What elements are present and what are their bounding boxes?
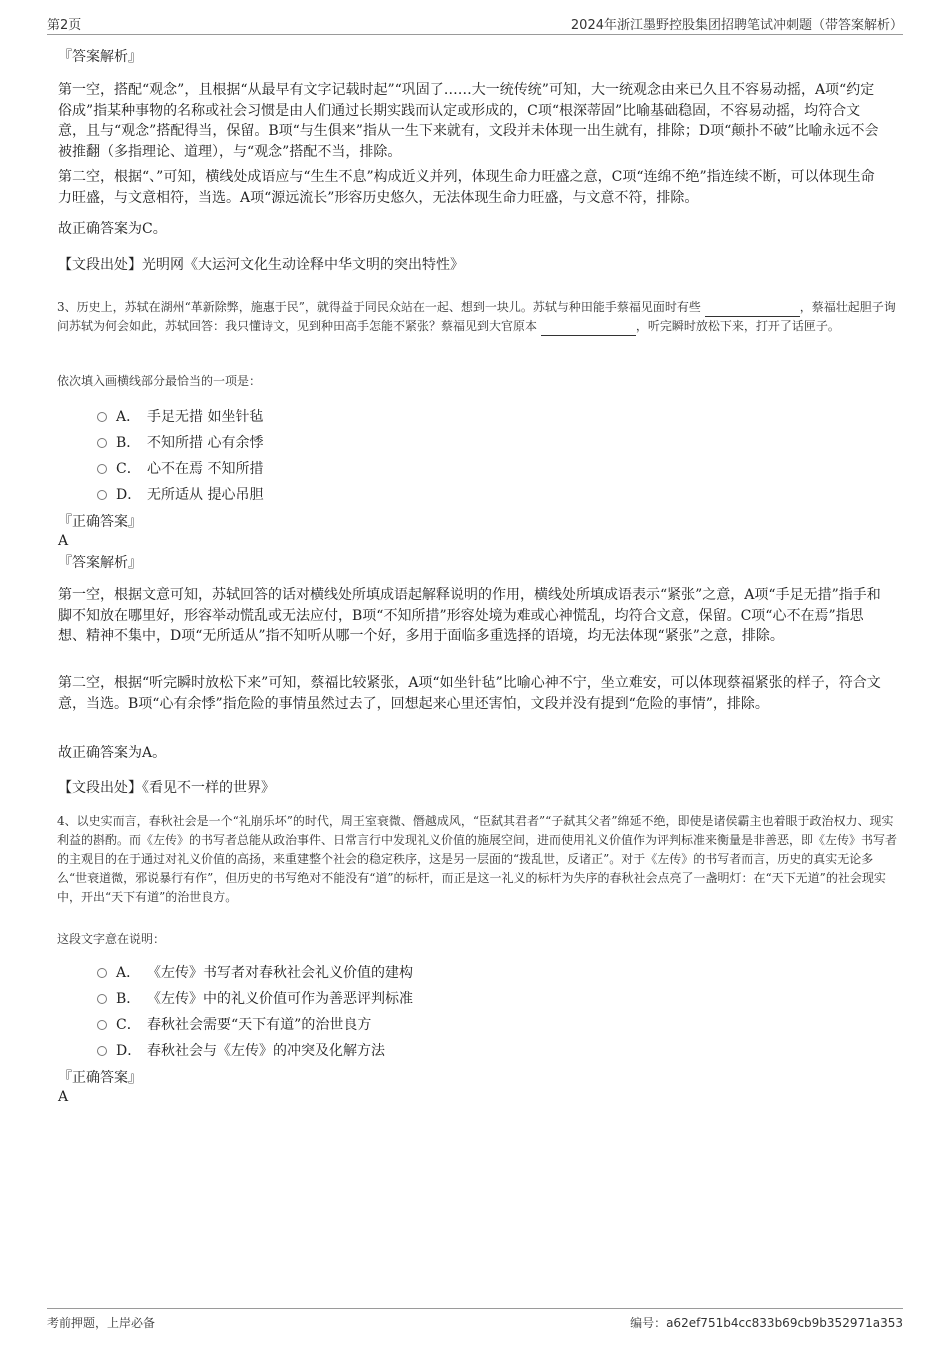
radio-button[interactable] xyxy=(97,464,107,474)
radio-button[interactable] xyxy=(97,994,107,1004)
radio-button[interactable] xyxy=(97,1020,107,1030)
option-b[interactable]: B． 不知所措 心有余悸 xyxy=(97,433,263,453)
conclusion: 故正确答案为A。 xyxy=(58,745,167,761)
radio-button[interactable] xyxy=(97,438,107,448)
answer-label: 『正确答案』 xyxy=(58,514,142,530)
document-id: 编号：a62ef751b4cc833b69cb9b352971a353 xyxy=(630,1316,903,1330)
option-d[interactable]: D． 春秋社会与《左传》的冲突及化解方法 xyxy=(97,1041,385,1061)
question-3-text: 3、历史上，苏轼在湖州“革新除弊，施惠于民”，就得益于同民众站在一起、想到一块儿。苏轼与种田能手蔡福见面时有些 ，蔡福壮起胆子询问苏轼为何会如此，苏轼回答：我只懂诗文，见到种田高手怎能不紧张？蔡福见到大官原本 ，听完瞬时放松下来，打开了话匣子。 xyxy=(57,298,897,336)
answer-value: A xyxy=(58,533,69,549)
conclusion: 故正确答案为C。 xyxy=(58,221,167,237)
radio-button[interactable] xyxy=(97,490,107,500)
radio-button[interactable] xyxy=(97,1046,107,1056)
analysis-label: 『答案解析』 xyxy=(58,555,142,571)
analysis-paragraph: 第二空，根据“、”可知，横线处成语应与“生生不息”构成近义并列，体现生命力旺盛之意，C项“连绵不绝”指连续不断，可以体现生命力旺盛，与文意相符，当选。A项“源远流长”形容历史悠久，无法体现生命力旺盛，与文意不符，排除。 xyxy=(58,169,875,206)
option-a[interactable]: A． 手足无措 如坐针毡 xyxy=(97,407,263,427)
document-title: 2024年浙江墨野控股集团招聘笔试冲刺题（带答案解析） xyxy=(570,18,903,33)
option-a[interactable]: A． 《左传》书写者对春秋社会礼义价值的建构 xyxy=(97,963,413,983)
option-c[interactable]: C． 心不在焉 不知所措 xyxy=(97,459,263,479)
option-c[interactable]: C． 春秋社会需要“天下有道”的治世良方 xyxy=(97,1015,371,1035)
fill-blank xyxy=(541,323,636,336)
analysis-paragraph: 第二空，根据“听完瞬时放松下来”可知，蔡福比较紧张，A项“如坐针毡”比喻心神不宁，坐立难安，可以体现蔡福紧张的样子，符合文意，当选。B项“心有余悸”指危险的事情虽然过去了，回想起来心里还害怕，文段并没有提到“危险的事情”，排除。 xyxy=(58,675,881,712)
question-4-text: 4、以史实而言，春秋社会是一个“礼崩乐坏”的时代，周王室衰微、僭越成风，“臣弑其君者”“子弑其父者”绵延不绝，即使是诸侯霸主也着眼于政治权力、现实利益的斟酌。而《左传》的书写者总能从政治事件、日常言行中发现礼义价值的施展空间，进而使用礼义价值作为评判标准来衡量是非善恶，即《左传》书写者的主观目的在于通过对礼义价值的高扬，来重建整个社会的稳定秩序，这是另一层面的“拨乱世，反诸正”。对于《左传》的书写者而言，历史的真实无论多么“世衰道微，邪说暴行有作”，但历史的书写绝对不能没有“道”的标杆，而正是这一礼义的标杆为失序的春秋社会点亮了一盏明灯：在“天下无道”的社会现实中，开出“天下有道”的治世良方。 xyxy=(57,814,898,904)
answer-value: A xyxy=(58,1089,69,1105)
answer-label: 『正确答案』 xyxy=(58,1070,142,1086)
option-d[interactable]: D． 无所适从 提心吊胆 xyxy=(97,485,263,505)
footer-slogan: 考前押题，上岸必备 xyxy=(47,1316,156,1330)
fill-blank xyxy=(705,304,800,317)
page-footer xyxy=(47,1308,903,1331)
page-number: 第2页 xyxy=(47,18,82,33)
analysis-paragraph: 第一空，搭配“观念”，且根据“从最早有文字记载时起”“巩固了……大一统传统”可知，大一统观念由来已久且不容易动摇，A项“约定俗成”指某种事物的名称或社会习惯是由人们通过长期实践而认定或形成的，C项“根深蒂固”比喻基础稳固，不容易动摇，均符合文意，且与“观念”搭配得当，保留。B项“与生俱来”指从一生下来就有，文段并未体现一出生就有，排除；D项“颠扑不破”比喻永远不会被推翻（多指理论、道理），与“观念”搭配不当，排除。 xyxy=(58,82,879,160)
source-citation: 【文段出处】光明网《大运河文化生动诠释中华文明的突出特性》 xyxy=(58,257,464,273)
page-header xyxy=(47,14,903,35)
radio-button[interactable] xyxy=(97,412,107,422)
analysis-paragraph: 第一空，根据文意可知，苏轼回答的话对横线处所填成语起解释说明的作用，横线处所填成语表示“紧张”之意，A项“手足无措”指手和脚不知放在哪里好，形容举动慌乱或无法应付，B项“不知所措”形容处境为难或心神慌乱，均符合文意，保留。C项“心不在焉”指思想、精神不集中，D项“无所适从”指不知听从哪一个好，多用于面临多重选择的语境，均无法体现“紧张”之意，排除。 xyxy=(58,587,881,644)
radio-button[interactable] xyxy=(97,968,107,978)
source-citation: 【文段出处】《看见不一样的世界》 xyxy=(58,780,275,796)
option-b[interactable]: B． 《左传》中的礼义价值可作为善恶评判标准 xyxy=(97,989,413,1009)
question-3-prompt: 依次填入画横线部分最恰当的一项是： xyxy=(57,374,262,388)
analysis-label: 『答案解析』 xyxy=(58,49,142,65)
question-4-prompt: 这段文字意在说明： xyxy=(57,932,166,946)
